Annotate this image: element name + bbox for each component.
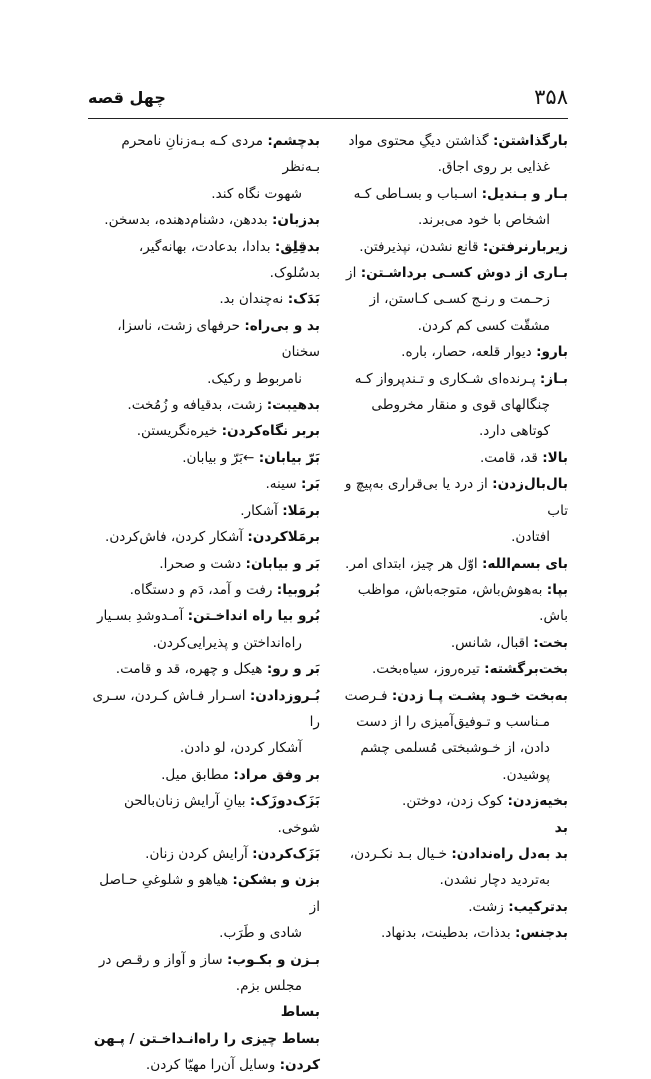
dictionary-entry xyxy=(88,841,320,867)
entry-definition: کوک زدن، دوختن. xyxy=(402,793,504,810)
entry-continuation: مجلس بزم. xyxy=(235,978,302,994)
entry-definition: زشت، بدقیافه و زُمُخت. xyxy=(127,397,263,414)
dictionary-entry xyxy=(88,498,320,524)
dictionary-entry xyxy=(336,841,568,894)
entry-headword: بدقِلِق: xyxy=(274,238,320,255)
entry-headword: بای بسم‌الله: xyxy=(482,555,568,572)
entry-headword: بربر نگاه‌کردن: xyxy=(221,423,320,440)
dictionary-entry xyxy=(88,1026,320,1079)
dictionary-entry xyxy=(88,392,320,418)
entry-definition: قانع نشدن، نپذیرفتن. xyxy=(359,238,479,255)
dictionary-entry xyxy=(336,260,568,339)
entry-definition: نه‌چندان بد. xyxy=(219,291,284,308)
entry-headword: بدجنس: xyxy=(515,925,568,942)
entry-definition: آشکار. xyxy=(240,502,278,519)
entry-headword: بارو: xyxy=(536,344,568,361)
entry-definition: اوّل هر چیز، ابتدای امر. xyxy=(345,555,478,572)
entry-definition: وسایل آن‌را مهیّا کردن. xyxy=(145,1057,276,1074)
entry-definition: مردی کـه بـه‌زنانِ نامحرم بـه‌نظر xyxy=(121,133,320,176)
dictionary-entry xyxy=(336,339,568,365)
dictionary-entry xyxy=(88,471,320,497)
dictionary-entry xyxy=(88,418,320,444)
entry-definition: زشت. xyxy=(468,898,504,915)
entry-definition: تیره‌روز، سیاه‌بخت. xyxy=(371,661,480,678)
entry-definition: از xyxy=(346,265,357,282)
entry-continuation: به‌تردید دچار نشدن. xyxy=(439,872,550,889)
dictionary-entry xyxy=(336,656,568,682)
entry-headword: بساط چیزی را راه‌انـداخـتن / پـهن کردن: xyxy=(93,1030,320,1074)
entry-definition: پـرنده‌ای شـکاری و تـندپرواز کـه xyxy=(354,370,536,387)
dictionary-entry xyxy=(88,656,320,682)
entry-headword: بُـروزدادن: xyxy=(249,687,320,704)
entry-headword: بخت: xyxy=(533,634,568,651)
dictionary-entry xyxy=(336,234,568,260)
entry-definition: بددهن، دشنام‌دهنده، بدسخن. xyxy=(104,212,268,229)
dictionary-entry xyxy=(336,920,568,946)
entry-headword: بدزبان: xyxy=(271,212,320,229)
dictionary-entry xyxy=(336,577,568,630)
entry-headword: بَزَک‌کردن: xyxy=(252,845,320,862)
entry-definition: فـرصت xyxy=(344,687,388,704)
entry-headword: برمَلا: xyxy=(282,502,320,519)
entry-headword: بدهیبت: xyxy=(266,397,320,414)
entry-definition: هیاهو و شلوغیِ حـاصل از xyxy=(99,872,320,915)
dictionary-entry xyxy=(336,894,568,920)
entry-headword: بَر و بیابان: xyxy=(245,555,320,572)
dictionary-entry xyxy=(336,366,568,445)
entry-headword: بدچشم: xyxy=(267,133,320,149)
entry-headword: برمَلاکردن: xyxy=(247,529,320,546)
entry-headword: بـاز: xyxy=(539,370,568,387)
book-title: چهل قصه xyxy=(88,87,166,107)
entry-definition: ساز و آواز و رقـص در xyxy=(98,951,223,968)
dictionary-entry xyxy=(336,181,568,234)
entry-continuation: چنگالهای قوی و منقار مخروطی کوتاهی دارد. xyxy=(371,397,550,440)
entry-definition: دیوار قلعه، حصار، باره. xyxy=(401,344,532,361)
entry-headword: بد و بی‌راه: xyxy=(244,317,320,334)
dictionary-entry xyxy=(88,128,320,207)
entry-continuation: اشخاص با خود می‌برند. xyxy=(417,212,550,229)
dictionary-entry xyxy=(88,286,320,312)
entry-definition: قد، قامت. xyxy=(479,449,538,466)
entry-continuation: شادی و طَرَب. xyxy=(219,925,302,942)
dictionary-entry xyxy=(336,471,568,550)
entry-headword: بُروبیا: xyxy=(276,581,320,598)
dictionary-entry xyxy=(88,207,320,233)
entry-definition: آمـدوشدِ بسـیار xyxy=(96,608,184,625)
dictionary-entry xyxy=(336,445,568,471)
entry-definition: از درد یا بی‌قراری به‌پیچ و تاب xyxy=(344,476,568,519)
dictionary-entry xyxy=(88,603,320,656)
right-column xyxy=(336,128,568,947)
dictionary-entry xyxy=(336,683,568,789)
entry-headword: بالا: xyxy=(542,449,568,466)
entry-definition: دشت و صحرا. xyxy=(159,555,242,572)
entry-headword: بَدَک: xyxy=(287,291,320,308)
entry-definition: بدذات، بدطینت، بدنهاد. xyxy=(380,925,511,942)
entry-headword: بر وفق مراد: xyxy=(233,766,320,783)
entry-headword: زیربارنرفتن: xyxy=(482,238,568,255)
entry-definition: گذاشتن دیگِ محتوی مواد xyxy=(348,133,489,149)
entry-definition: بیانِ آرایش زنان‌بالحن شوخی. xyxy=(124,793,320,836)
dictionary-entry xyxy=(88,577,320,603)
dictionary-entry xyxy=(336,128,568,181)
dictionary-entry xyxy=(336,788,568,814)
entry-continuation: نامربوط و رکیک. xyxy=(207,370,302,387)
entry-headword: بارگذاشتن: xyxy=(492,133,568,149)
entry-headword: بپا: xyxy=(546,581,568,598)
entry-continuation: آشکار کردن، لو دادن. xyxy=(179,740,302,757)
dictionary-entry xyxy=(88,762,320,788)
entry-headword: بَر و رو: xyxy=(266,661,320,678)
entry-definition: اسـرار فـاش کـردن، سـری را xyxy=(92,687,320,730)
entry-continuation: غذایی بر روی اجاق. xyxy=(437,159,550,176)
entry-definition: ←بَرّ و بیابان. xyxy=(182,449,255,466)
dictionary-entry xyxy=(88,445,320,471)
section-heading: بد xyxy=(554,819,568,836)
entry-headword: بخیه‌زدن: xyxy=(507,793,568,810)
dictionary-entry xyxy=(88,788,320,841)
entry-continuation: زحـمت و رنـج کسـی کـاستن، از مشقّت کسی کم کردن. xyxy=(369,291,550,334)
entry-continuation: راه‌انداختن و پذیرایی‌کردن. xyxy=(152,634,302,651)
entry-definition: خـیال بـد نکـردن، xyxy=(349,845,447,862)
entry-headword: بزن و بشکن: xyxy=(232,872,320,889)
entry-headword: به‌بخت خـود پشـت پـا زدن: xyxy=(391,687,568,704)
entry-headword: بال‌بال‌زدن: xyxy=(492,476,568,493)
entry-definition: آشکار کردن، فاش‌کردن. xyxy=(105,529,243,546)
entry-headword: بد به‌دل راه‌ندادن: xyxy=(451,845,568,862)
entry-definition: آرایش کردن زنان. xyxy=(145,845,248,862)
dictionary-entry xyxy=(336,630,568,656)
entry-headword: بَر: xyxy=(301,476,320,493)
entry-definition: خیره‌نگریستن. xyxy=(136,423,218,440)
entry-definition: مطابق میل. xyxy=(161,766,230,783)
entry-definition: هیکل و چهره، قد و قامت. xyxy=(115,661,263,678)
entry-headword: بـار و بـندیل: xyxy=(481,185,568,202)
entry-definition: حرفهای زشت، ناسزا، سخنان xyxy=(117,317,320,361)
dictionary-entry xyxy=(88,551,320,577)
entry-headword: بَزَک‌دوزَک: xyxy=(249,793,320,810)
entry-definition: بدادا، بدعادت، بهانه‌گیر، بدسُلوک. xyxy=(138,238,320,282)
dictionary-entry xyxy=(88,524,320,550)
entry-headword: بُرو بیا راه انداخـتن: xyxy=(187,608,320,625)
page-number: ۳۵۸ xyxy=(534,85,568,109)
entry-headword: بـزن و بکـوب: xyxy=(227,951,320,968)
entry-continuation: شهوت نگاه کند. xyxy=(211,185,302,202)
dictionary-entry xyxy=(88,867,320,946)
left-column xyxy=(88,128,320,1079)
entry-continuation: افتادن. xyxy=(511,529,550,546)
entry-definition: سینه. xyxy=(265,476,297,493)
dictionary-entry xyxy=(88,313,320,392)
entry-definition: رفت و آمد، دَم و دستگاه. xyxy=(129,581,273,598)
section-heading: بساط xyxy=(280,1004,320,1021)
header-rule xyxy=(88,118,568,119)
entry-headword: بَرّ بیابان: xyxy=(258,449,320,466)
dictionary-entry xyxy=(336,551,568,577)
entry-headword: بخت‌برگشته: xyxy=(484,661,568,678)
entry-headword: بـاری از دوش کسـی برداشـتن: xyxy=(360,265,568,282)
entry-continuation: مـناسب و تـوفیق‌آمیزی را از دست دادن، از خـوشبختی مُسلمی چشم پوشیدن. xyxy=(356,713,550,783)
entry-headword: بدترکیب: xyxy=(508,898,568,915)
entry-definition: به‌هوش‌باش، متوجه‌باش، مواظب باش. xyxy=(357,581,568,625)
page-header xyxy=(88,82,568,112)
dictionary-entry xyxy=(88,947,320,1000)
entry-definition: اقبال، شانس. xyxy=(450,634,529,651)
dictionary-entry xyxy=(88,234,320,287)
dictionary-entry xyxy=(88,683,320,762)
entry-definition: اسـباب و بسـاطی کـه xyxy=(353,185,478,202)
